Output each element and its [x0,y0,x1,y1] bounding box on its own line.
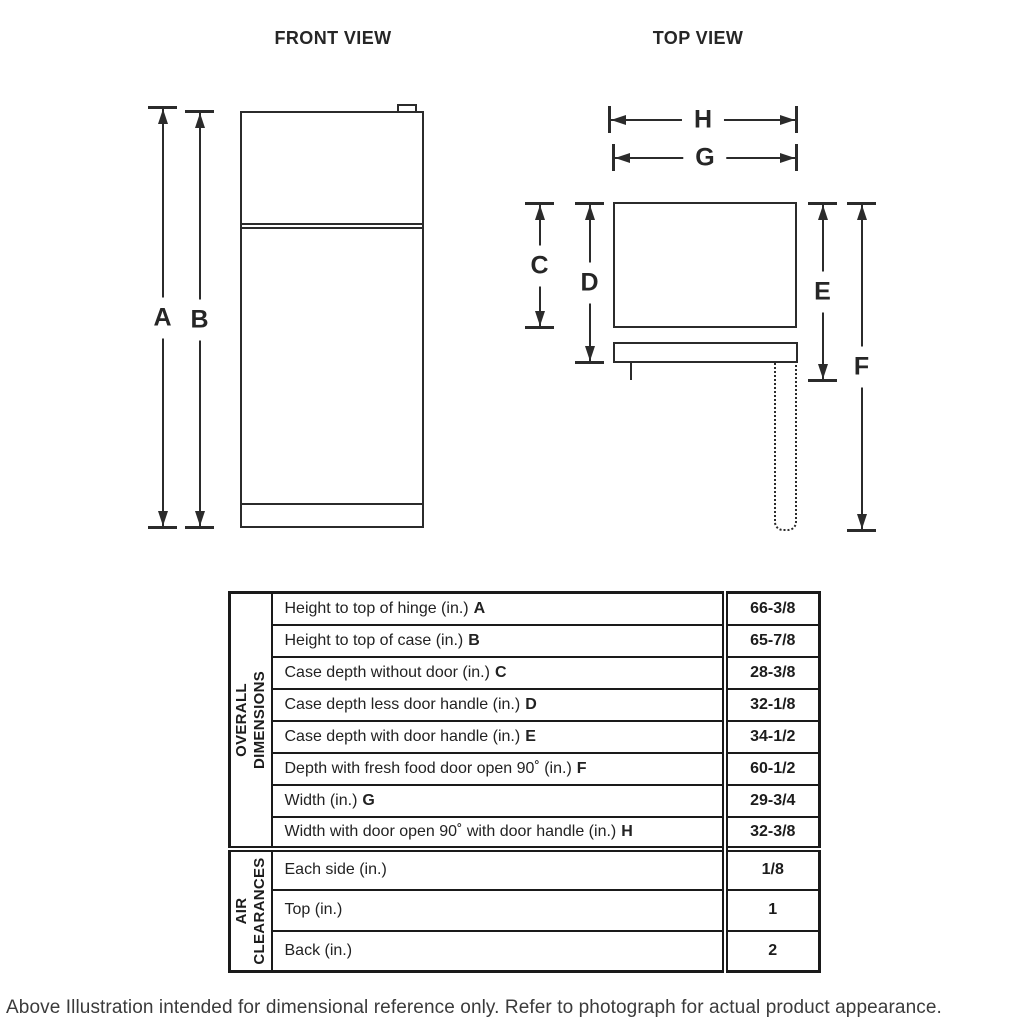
row-key: B [468,631,480,649]
dimension-e [808,202,837,382]
table-row [230,890,820,931]
arrow-left-icon [615,153,630,163]
dim-e-bottom-tick [808,379,837,382]
group-air-clearances [230,849,272,972]
arrow-up-icon [585,205,595,220]
dim-b-bottom-tick [185,526,214,529]
table-row [230,817,820,849]
dim-h-right-tick [795,106,798,133]
row-label: Case depth without door (in.) [284,663,490,681]
group-overall-dimensions [230,593,272,849]
dimension-g [612,144,798,171]
dim-a-bottom-tick [148,526,177,529]
row-key: D [525,695,537,713]
row-label: Top (in.) [284,901,343,918]
dim-c-bottom-tick [525,326,554,329]
dimensions-table [228,591,821,973]
dimension-h [608,106,798,133]
row-key: A [473,599,486,617]
row-label: Case depth with door handle (in.) [284,727,521,745]
arrow-up-icon [857,205,867,220]
row-value: 32-1/8 [725,689,820,721]
row-value: 66-3/8 [725,593,820,625]
dim-h-label: H [682,105,724,134]
dimension-d [575,202,604,364]
kickplate-line [242,503,422,505]
row-key: H [621,822,633,840]
table-row [230,625,820,657]
dim-g-right-tick [795,144,798,171]
dim-g-label: G [683,143,726,172]
dimension-c [525,202,554,329]
arrow-right-icon [780,153,795,163]
door-handle-mark [630,363,632,380]
group-label-vertical: AIR CLEARANCES [232,857,268,965]
freezer-door-divider-line [242,223,422,225]
fridge-top-door-outline [613,342,798,363]
arrow-down-icon [818,364,828,379]
dim-f-bottom-tick [847,529,876,532]
row-label: Width (in.) [284,791,358,809]
arrow-down-icon [585,346,595,361]
arrow-up-icon [195,113,205,128]
arrow-down-icon [158,511,168,526]
fridge-top-case-outline [613,202,797,328]
dim-d-label: D [577,263,601,304]
arrow-down-icon [195,511,205,526]
table-row [230,785,820,817]
table-row [230,689,820,721]
spec-table [228,591,818,973]
fridge-front-outline [240,111,424,528]
front-view-title: FRONT VIEW [274,28,392,48]
table-row [230,753,820,785]
table-row [230,593,820,625]
row-value: 28-3/8 [725,657,820,689]
top-view-title: TOP VIEW [652,28,744,48]
row-value: 1 [725,890,820,931]
row-label: Depth with fresh food door open 90˚ (in.) [284,759,572,777]
arrow-right-icon [780,115,795,125]
row-label: Each side (in.) [284,861,387,878]
row-value: 1/8 [725,849,820,890]
row-label: Height to top of case (in.) [284,631,464,649]
dim-e-label: E [811,272,834,313]
row-key: E [525,727,536,745]
arrow-up-icon [535,205,545,220]
table-row [230,931,820,972]
dimension-a [148,106,177,529]
dim-d-bottom-tick [575,361,604,364]
arrow-up-icon [818,205,828,220]
arrow-left-icon [611,115,626,125]
door-open-swing-dashed-outline [774,346,797,531]
dim-b-label: B [187,299,211,340]
row-value: 65-7/8 [725,625,820,657]
arrow-down-icon [535,311,545,326]
row-value: 34-1/2 [725,721,820,753]
row-key: C [494,663,507,681]
dim-c-label: C [527,245,551,286]
table-row [230,849,820,890]
row-value: 60-1/2 [725,753,820,785]
row-value: 2 [725,931,820,972]
dim-f-label: F [851,347,872,388]
dim-a-label: A [150,297,174,338]
dimension-f [847,202,876,532]
row-value: 32-3/8 [725,817,820,849]
arrow-down-icon [857,514,867,529]
footnote-text: Above Illustration intended for dimensional reference only. Refer to photograph for actual product appearance. [6,997,942,1018]
fresh-food-door-top-line [242,227,422,229]
row-key: F [576,759,587,777]
row-label: Case depth less door handle (in.) [284,695,521,713]
table-row [230,721,820,753]
dimension-b [185,110,214,529]
row-label: Back (in.) [284,941,353,959]
row-label: Height to top of hinge (in.) [284,599,469,617]
table-row [230,657,820,689]
arrow-up-icon [158,109,168,124]
group-label-vertical: OVERALL DIMENSIONS [232,670,268,769]
row-key: G [362,791,375,809]
row-value: 29-3/4 [725,785,820,817]
row-label: Width with door open 90˚ with door handle (in.) [284,822,617,840]
